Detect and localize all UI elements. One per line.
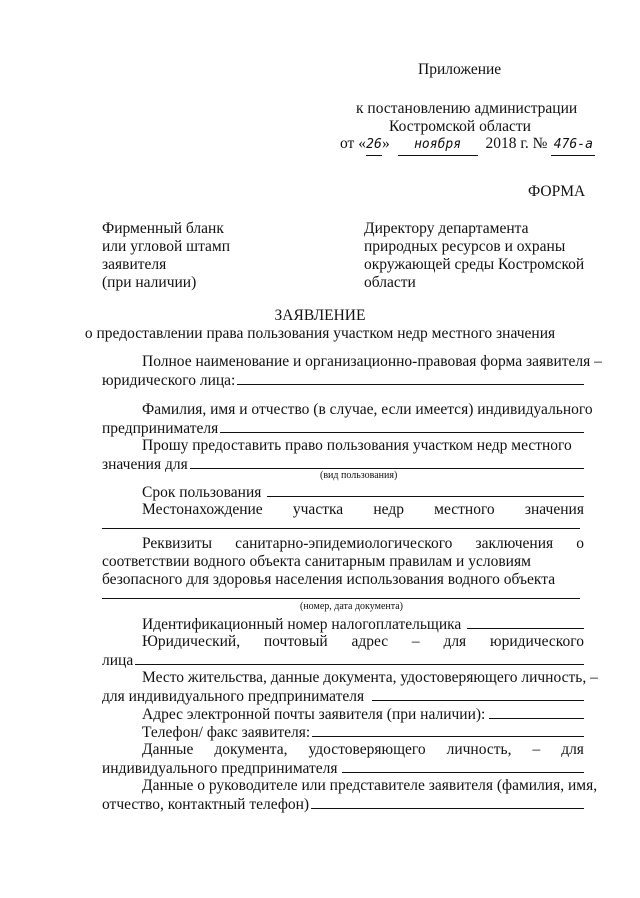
email-field[interactable] bbox=[489, 704, 584, 719]
location-field[interactable] bbox=[102, 528, 580, 529]
full-name-label: юридического лица: bbox=[102, 372, 236, 389]
date-month: ноября bbox=[398, 135, 478, 156]
manager-line-1: Данные о руководителе или представителе заявителя (фамилия, имя, bbox=[142, 777, 598, 794]
residence-label: для индивидуального предпринимателя bbox=[102, 688, 365, 705]
legal-address-line-1 bbox=[102, 632, 584, 652]
resolution-number: 476-а bbox=[551, 135, 595, 156]
id-doc-field[interactable] bbox=[342, 758, 584, 773]
request-line-1: Прошу предоставить право пользования участком недр местного bbox=[142, 437, 572, 454]
doc-hint: (номер, дата документа) bbox=[300, 601, 404, 612]
term-field[interactable] bbox=[267, 482, 584, 497]
residence-field[interactable] bbox=[372, 686, 584, 701]
region-line: Костромской области bbox=[389, 118, 531, 135]
date-prefix: от « bbox=[340, 135, 366, 152]
id-doc-word: Данные bbox=[142, 741, 194, 758]
sanitary-line-1 bbox=[102, 534, 584, 554]
resolution-date bbox=[340, 134, 595, 156]
phone-field[interactable] bbox=[312, 722, 584, 737]
sanitary-word: о bbox=[576, 535, 584, 552]
id-doc-line-1 bbox=[102, 740, 584, 760]
id-doc-label: индивидуального предпринимателя bbox=[102, 760, 338, 777]
usage-type-hint: (вид пользования) bbox=[320, 470, 398, 481]
letterhead-line: (при наличии) bbox=[102, 274, 197, 291]
location-word: Местонахождение bbox=[142, 501, 263, 518]
id-doc-word: документа, bbox=[214, 741, 288, 758]
legal-address-field[interactable] bbox=[135, 650, 584, 665]
location-word: участка bbox=[292, 501, 344, 518]
request-label: значения для bbox=[102, 456, 188, 473]
full-name-field[interactable] bbox=[237, 370, 584, 385]
sanitary-line-2: соответствии водного объекта санитарным правилам и условиям bbox=[102, 553, 531, 570]
legal-address-label: лица bbox=[102, 652, 134, 669]
manager-field[interactable] bbox=[311, 794, 584, 809]
location-word: недр bbox=[373, 501, 404, 518]
sanitary-line-3: безопасного для здоровья населения использования водного объекта bbox=[102, 571, 556, 588]
phone-label: Телефон/ факс заявителя: bbox=[142, 724, 311, 741]
sanitary-word: Реквизиты bbox=[142, 535, 213, 552]
usage-type-field[interactable] bbox=[190, 454, 584, 469]
appendix-label: Приложение bbox=[418, 61, 502, 78]
location-word: значения bbox=[524, 501, 584, 518]
date-year: 2018 г. № bbox=[485, 135, 548, 152]
form-title: ЗАЯВЛЕНИЕ bbox=[274, 307, 366, 324]
legal-address-word: юридического bbox=[489, 633, 584, 650]
residence-line-1: Место жительства, данные документа, удостоверяющего личность, – bbox=[142, 669, 598, 686]
resolution-line: к постановлению администрации bbox=[356, 100, 578, 117]
legal-address-word: почтовый bbox=[263, 633, 328, 650]
inn-field[interactable] bbox=[467, 614, 584, 629]
legal-address-word: – bbox=[411, 633, 420, 650]
id-doc-word: удостоверяющего bbox=[308, 741, 426, 758]
manager-line-2 bbox=[102, 794, 584, 815]
id-doc-word: личность, bbox=[446, 741, 512, 758]
full-name-line-2 bbox=[102, 370, 584, 391]
form-subtitle: о предоставлении права пользования участком недр местного значения bbox=[84, 325, 556, 342]
legal-address-word: Юридический, bbox=[142, 633, 241, 650]
form-label: ФОРМА bbox=[528, 183, 586, 200]
addressee-line: области bbox=[364, 274, 416, 291]
date-quote: » bbox=[381, 135, 390, 152]
location-line bbox=[102, 500, 584, 520]
fio-field[interactable] bbox=[220, 418, 584, 433]
legal-address-word: адрес bbox=[351, 633, 389, 650]
id-doc-word: для bbox=[561, 741, 584, 758]
fio-line-1: Фамилия, имя и отчество (в случае, если имеется) индивидуального bbox=[142, 401, 593, 418]
date-day: 26 bbox=[366, 135, 382, 156]
id-doc-word: – bbox=[532, 741, 541, 758]
sanitary-doc-field[interactable] bbox=[102, 598, 580, 599]
fio-label: предпринимателя bbox=[102, 420, 219, 437]
location-word: местного bbox=[434, 501, 495, 518]
full-name-line-1: Полное наименование и организационно-правовая форма заявителя – bbox=[142, 353, 602, 370]
addressee-line: Директору департамента bbox=[364, 220, 529, 237]
inn-label: Идентификационный номер налогоплательщика bbox=[142, 616, 462, 633]
letterhead-line: заявителя bbox=[102, 256, 167, 273]
manager-label: отчество, контактный телефон) bbox=[102, 796, 310, 813]
email-label: Адрес электронной почты заявителя (при наличии): bbox=[142, 706, 486, 723]
sanitary-word: санитарно-эпидемиологического bbox=[235, 535, 453, 552]
legal-address-word: для bbox=[443, 633, 467, 650]
letterhead-line: или угловой штамп bbox=[102, 238, 231, 255]
addressee-line: природных ресурсов и охраны bbox=[364, 238, 566, 255]
letterhead-line: Фирменный бланк bbox=[102, 220, 224, 237]
sanitary-word: заключения bbox=[475, 535, 554, 552]
term-label: Срок пользования bbox=[142, 484, 262, 501]
addressee-line: окружающей среды Костромской bbox=[364, 256, 585, 273]
